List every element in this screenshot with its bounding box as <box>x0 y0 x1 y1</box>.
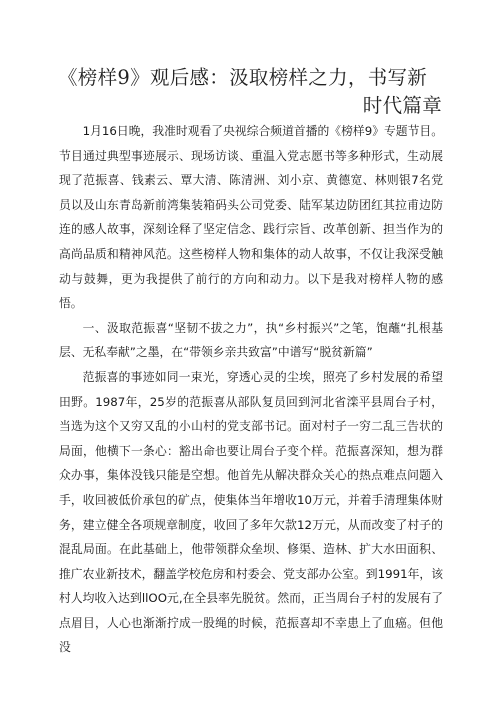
title-line-2: 时代篇章 <box>362 94 442 117</box>
document-title <box>58 64 442 120</box>
paragraph-intro: 1月16日晚，我准时观看了央视综合频道首播的《榜样9》专题节目。节目通过典型事迹展示、现场访谈、重温入党志愿书等多种形式，生动展现了范振喜、钱素云、覃大清、陈清洲、刘小京、黄德宽、林则银7名党员以及山东青岛新前湾集装箱码头公司党委、陆军某边防团红其拉甫边防连的感人故事，深刻诠释了坚定信念、践行宗旨、改革创新、担当作为的高尚品质和精神风范。这些榜样人物和集体的动人故事，不仅让我深受触动与鼓舞，更为我提供了前行的方向和动力。以下是我对榜样人物的感悟。 <box>59 124 443 311</box>
document-body <box>59 119 443 660</box>
title-line-1: 《榜样9》观后感：汲取榜样之力，书写新 <box>58 66 428 89</box>
paragraph-section-heading: 一、汲取范振喜“坚韧不拔之力”，执“乡村振兴”之笔，饱蘸“扎根基层、无私奉献”之墨，在“带领乡亲共致富”中谱写“脱贫新篇” <box>59 320 443 360</box>
paragraph-fan-zhenxi: 范振喜的事迹如同一束光，穿透心灵的尘埃，照亮了乡村发展的希望田野。1987年，25岁的范振喜从部队复员回到河北省滦平县周台子村，当选为这个又穷又乱的小山村的党支部书记。面对村子一穷二乱三告状的局面，他横下一条心：豁出命也要让周台子变个样。范振喜深知，想为群众办事，集体没钱只能是空想。他首先从解决群众关心的热点难点问题入手，收回被低价承包的矿点，使集体当年增收10万元，并着手清理集体财务，建立健全各项规章制度，收回了多年欠款12万元，从而改变了村子的混乱局面。在此基础上，他带领群众垒坝、修渠、造林、扩大水田面积、推广农业新技术，翻盖学校危房和村委会、党支部办公室。到1991年，该村人均收入达到llOO元,在全县率先脱贫。然而，正当周台子村的发展有了点眉目，人心也渐渐拧成一股绳的时候，范振喜却不幸患上了血癌。但他没 <box>59 369 443 655</box>
